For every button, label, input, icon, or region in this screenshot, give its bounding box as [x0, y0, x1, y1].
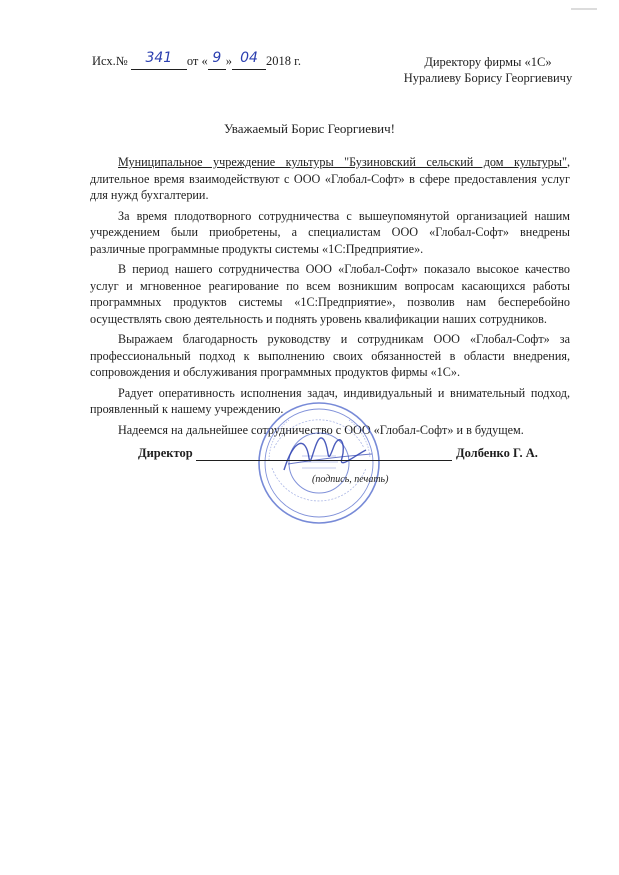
- greeting: Уважаемый Борис Георгиевич!: [224, 121, 395, 136]
- addressee-line1: Директору фирмы «1С»: [424, 55, 552, 69]
- paragraph-5: Радует оперативность исполнения задач, индивидуальный и внимательный подход, проявленный к нашему учреждению.: [90, 385, 570, 416]
- paragraph-3: В период нашего сотрудничества ООО «Глобал-Софт» показало высокое качество услуг и мгновенное реагирование по всем возникшим вопросам касающихся работы программных продуктов системы «1С:Предприятие», позволив нам бесперебойно осуществлять свою деятельность и поднять уровень квалификации наших сотрудников.: [90, 262, 570, 326]
- signature-title: Директор: [138, 446, 193, 460]
- ref-number: 341: [145, 50, 173, 66]
- ref-year: 2018 г.: [266, 54, 301, 68]
- ref-month: 04: [240, 50, 258, 66]
- ref-mid: »: [225, 54, 233, 68]
- ref-from: от «: [186, 54, 208, 68]
- ref-prefix: Исх.№: [92, 54, 128, 68]
- signature-caption: (подпись, печать): [312, 474, 389, 485]
- ref-number-field: [131, 50, 187, 70]
- stamp-seal: [254, 398, 384, 528]
- paragraph-4: Выражаем благодарность руководству и сотрудникам ООО «Глобал-Софт» за профессиональный подход к выполнению своих обязанностей в области внедрения, сопровождения и обслуживания программных продуктов фирмы «1С».: [90, 332, 570, 379]
- ref-month-field: [232, 50, 266, 70]
- organization-name: Муниципальное учреждение культуры "Бузиновский сельский дом культуры": [118, 155, 567, 169]
- ref-day-field: [208, 50, 226, 70]
- paragraph-6: Надеемся на дальнейшее сотрудничество с ООО «Глобал-Софт» и в будущем.: [118, 422, 524, 437]
- ref-day: 9: [212, 50, 222, 66]
- signature-line: [196, 460, 452, 461]
- addressee: [398, 54, 578, 86]
- scan-mark: [571, 8, 597, 10]
- paragraph-2: За время плодотворного сотрудничества с вышеупомянутой организацией нашим учреждением были приобретены, а специалистам ООО «Глобал-Софт» внедрены различные программные продукты системы «1С:Предприятие».: [90, 208, 570, 256]
- paragraph-1: [90, 154, 570, 204]
- paragraph-1-rest: , длительное время взаимодействуют с ООО «Глобал-Софт» в сфере предоставления услуг для нужд бухгалтерии.: [90, 155, 570, 202]
- signatory-name: Долбенко Г. А.: [456, 446, 538, 460]
- outgoing-reference: [92, 50, 301, 70]
- addressee-line2: Нуралиеву Борису Георгиевичу: [403, 71, 573, 85]
